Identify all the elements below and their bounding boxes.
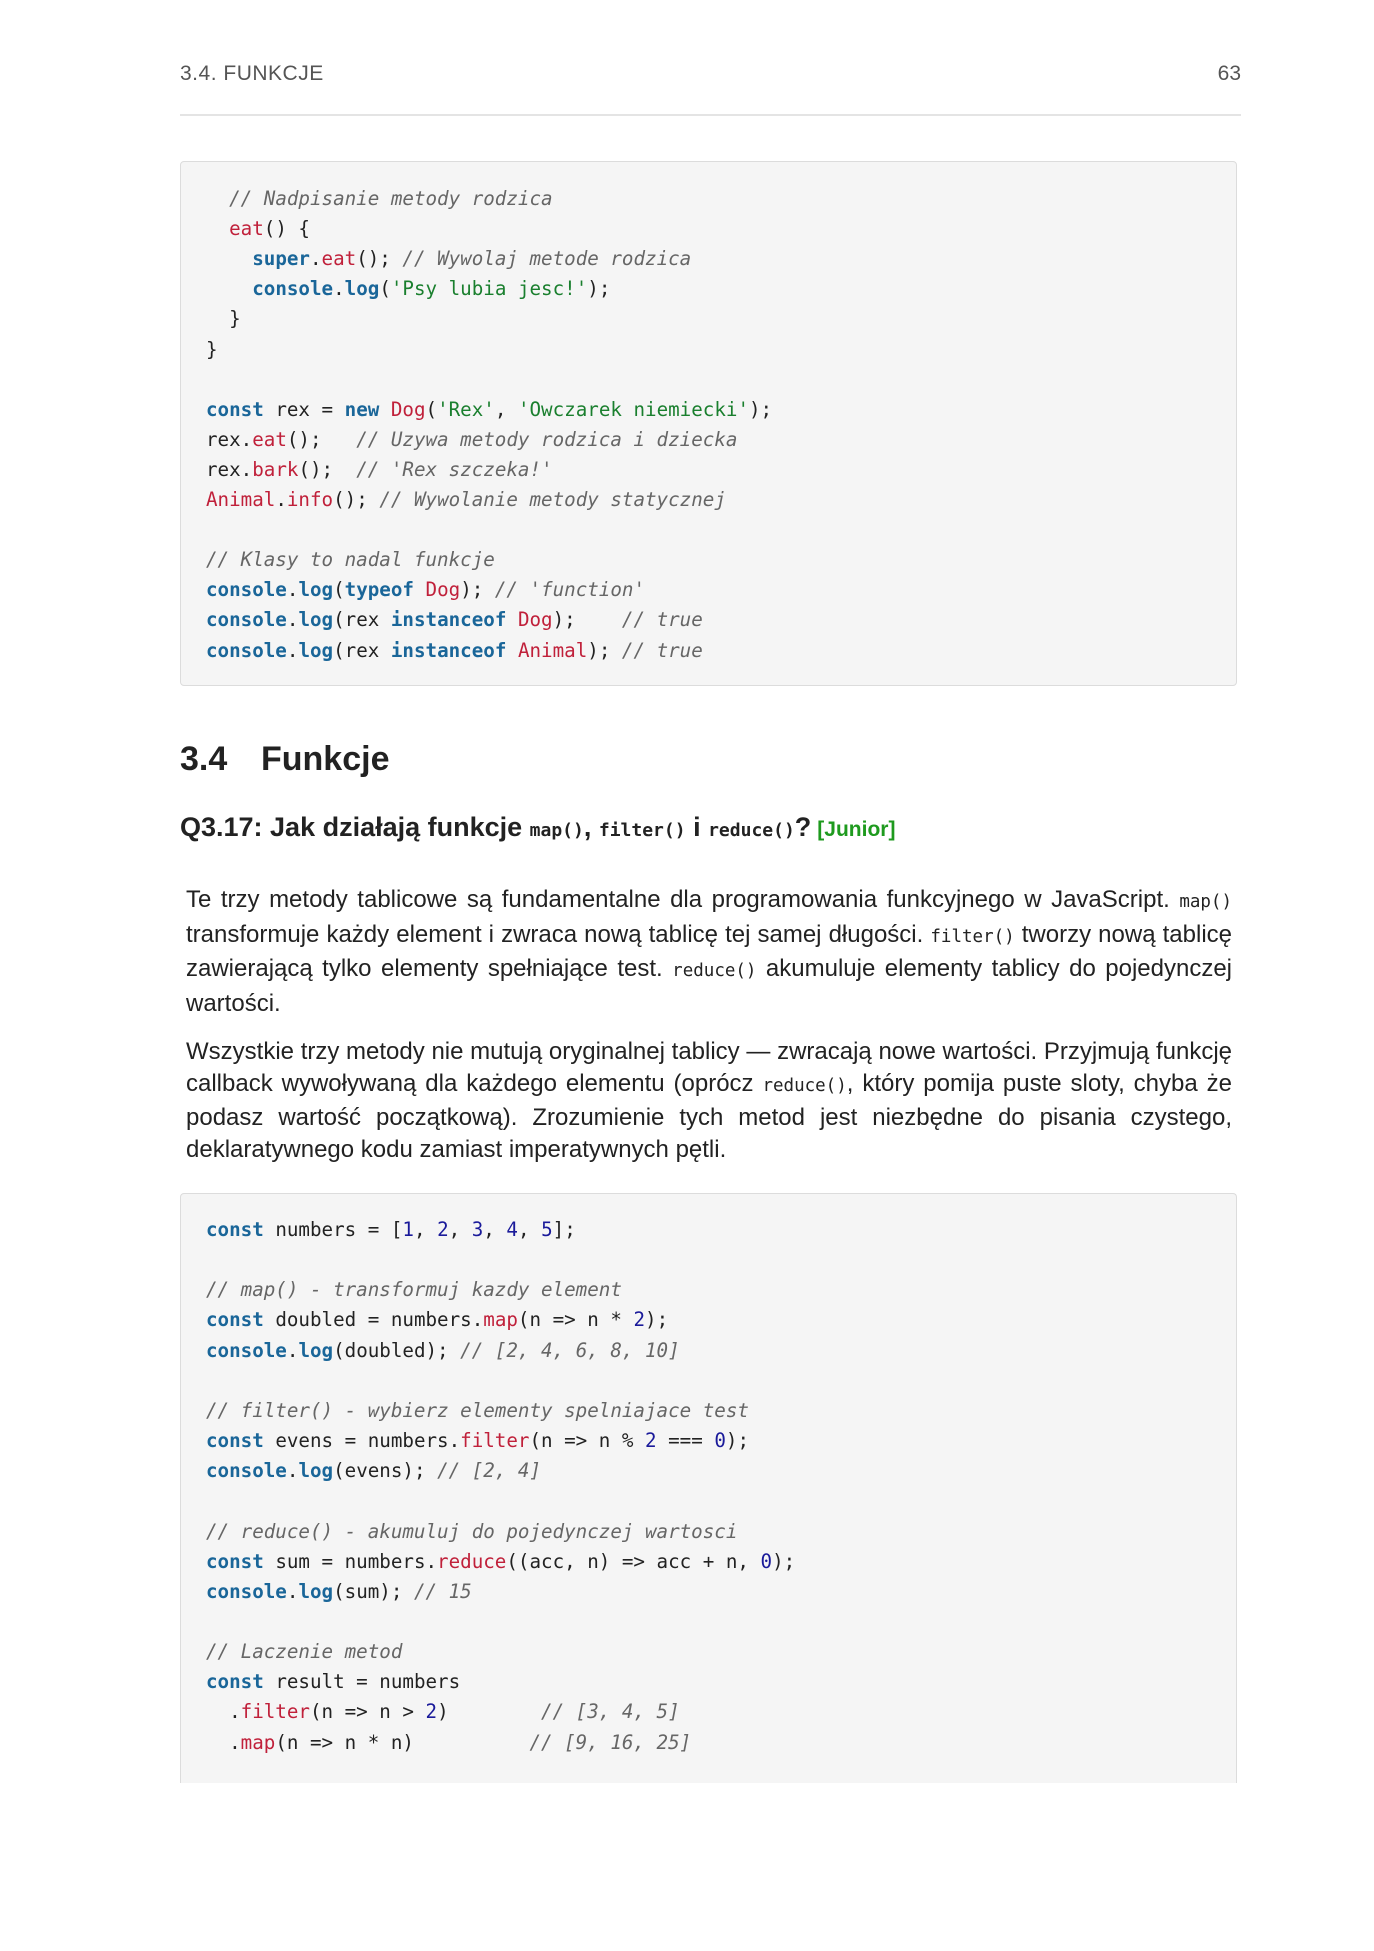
code-token xyxy=(206,217,229,240)
code-token: // filter() - wybierz elementy spelniajace test xyxy=(206,1398,749,1422)
code-token: log xyxy=(298,638,334,662)
code-token: const xyxy=(206,1549,264,1573)
code-token: Animal xyxy=(206,488,276,511)
code-token: . xyxy=(286,638,299,662)
code-token: (); xyxy=(333,488,380,511)
code-token: console xyxy=(206,608,287,632)
code-token: // Wywolanie metody statycznej xyxy=(379,488,726,511)
page-number: 63 xyxy=(1217,62,1241,85)
code-line xyxy=(206,545,495,575)
code-token: evens = numbers. xyxy=(263,1429,461,1453)
code-line xyxy=(206,184,553,214)
p2-text-1: Wszystkie trzy metody nie mutują oryginalnej tablicy — zwracają nowe wartości. Przyjmują funkcję callback wywoływaną dla każdego elementu (oprócz xyxy=(186,1038,1232,1097)
code-token: , xyxy=(494,397,518,421)
code-token: // [3, 4, 5] xyxy=(541,1700,680,1724)
code-line xyxy=(206,1426,749,1456)
running-section-title: 3.4. FUNKCJE xyxy=(180,62,324,85)
p1-code-map: map() xyxy=(1179,892,1232,912)
code-token: . xyxy=(286,1579,299,1603)
code-token: (sum); xyxy=(333,1579,414,1603)
code-token: map xyxy=(483,1308,518,1332)
code-token: (); xyxy=(286,427,357,451)
code-token: bark xyxy=(252,457,299,481)
code-line xyxy=(206,1547,795,1577)
code-token: console xyxy=(206,1579,287,1603)
question-sep-1: , xyxy=(583,812,599,842)
code-token: 1 xyxy=(402,1218,414,1241)
code-token xyxy=(206,187,229,210)
code-token: , xyxy=(448,1218,472,1241)
code-token: , xyxy=(483,1218,507,1241)
code-token: // reduce() - akumuluj do pojedynczej wartosci xyxy=(206,1519,738,1543)
p1-code-reduce: reduce() xyxy=(672,961,757,981)
code-token: . xyxy=(333,277,345,301)
code-token: const xyxy=(206,1670,264,1694)
code-token: // Nadpisanie metody rodzica xyxy=(229,187,553,210)
question-prefix: Q3.17: Jak działają funkcje xyxy=(180,812,530,842)
paragraph-details xyxy=(186,1036,1232,1165)
code-token: eat xyxy=(229,217,264,241)
code-token: 4 xyxy=(506,1218,518,1241)
code-token: . xyxy=(206,1730,241,1754)
level-badge: [Junior] xyxy=(817,818,896,841)
code-line xyxy=(206,1577,472,1607)
code-line xyxy=(206,605,703,635)
code-token: (n => n * xyxy=(517,1308,634,1332)
code-token: () { xyxy=(263,217,310,241)
p1-text-2: transformuje każdy element i zwraca nową tablicę tej samej długości. xyxy=(186,920,931,948)
code-token: . xyxy=(206,1700,241,1724)
code-token: log xyxy=(298,608,334,632)
code-token: Dog xyxy=(517,608,553,632)
code-token: . xyxy=(286,578,299,602)
code-token: === xyxy=(656,1429,715,1453)
p1-text-3: tworzy nową tablicę zawierającą tylko elementy spełniające test. xyxy=(186,920,1232,982)
code-token: Dog xyxy=(390,397,426,421)
code-line xyxy=(206,1728,691,1758)
p2-code-reduce: reduce() xyxy=(762,1075,847,1096)
code-token: result = numbers xyxy=(263,1670,461,1694)
code-token: console xyxy=(206,638,287,662)
p1-code-filter: filter() xyxy=(930,926,1015,947)
code-token: instanceof xyxy=(390,608,507,632)
code-token: ); xyxy=(749,397,773,421)
code-token: ( xyxy=(379,277,391,301)
code-line xyxy=(206,485,726,515)
code-token: ); xyxy=(772,1549,796,1573)
code-token: new xyxy=(344,397,380,421)
code-line xyxy=(206,1396,749,1426)
code-token: (rex xyxy=(333,638,391,662)
code-token: . xyxy=(286,1338,299,1362)
code-token: filter xyxy=(460,1429,530,1453)
section-number: 3.4 xyxy=(180,740,228,778)
inline-code-reduce: reduce() xyxy=(708,820,795,841)
code-token: } xyxy=(206,337,218,361)
code-line xyxy=(206,1517,737,1547)
code-token: 5 xyxy=(541,1218,553,1241)
paragraph-intro xyxy=(186,884,1232,1019)
code-token: (n => n % xyxy=(529,1429,645,1453)
code-token: Animal xyxy=(517,638,588,662)
code-token: eat xyxy=(252,427,287,451)
code-line xyxy=(206,1305,668,1335)
question-heading xyxy=(180,812,895,843)
code-token: console xyxy=(206,1338,287,1362)
code-block-class-example xyxy=(180,161,1237,686)
code-token: console xyxy=(252,277,334,301)
code-token: ); xyxy=(460,578,495,602)
code-token xyxy=(206,277,252,300)
section-title: Funkcje xyxy=(261,740,390,778)
code-token: rex. xyxy=(206,427,253,451)
code-token: (n => n * n) xyxy=(275,1730,530,1754)
code-token: ); xyxy=(645,1308,669,1332)
code-token: ); xyxy=(587,277,611,301)
code-token: // Laczenie metod xyxy=(206,1640,403,1664)
code-line xyxy=(206,335,218,365)
code-line xyxy=(206,1697,680,1727)
code-token: (evens); xyxy=(333,1459,438,1483)
code-token: console xyxy=(206,1459,287,1483)
code-token: // [2, 4] xyxy=(437,1459,542,1483)
code-token: filter xyxy=(240,1700,310,1724)
question-sep-2: i xyxy=(685,812,709,842)
code-token: 2 xyxy=(633,1308,646,1332)
code-token: instanceof xyxy=(390,638,507,662)
code-line xyxy=(206,244,691,274)
code-token: const xyxy=(206,1429,264,1453)
code-line xyxy=(206,1456,541,1486)
code-line xyxy=(206,425,737,455)
code-token: rex. xyxy=(206,457,253,481)
code-token: ( xyxy=(425,397,438,421)
code-token: 'Psy lubia jesc!' xyxy=(390,277,588,301)
code-token: // map() - transformuj kazdy element xyxy=(206,1278,622,1302)
code-token: const xyxy=(206,1218,264,1241)
inline-code-filter: filter() xyxy=(598,820,686,841)
code-token: // 'function' xyxy=(494,578,646,602)
code-token: super xyxy=(252,247,310,271)
code-token: const xyxy=(206,1308,264,1332)
code-token: // 15 xyxy=(413,1579,472,1603)
code-token: Dog xyxy=(425,578,461,602)
code-line xyxy=(206,575,645,605)
code-token: 0 xyxy=(760,1549,773,1573)
code-token: // true xyxy=(621,608,703,632)
code-block-array-methods xyxy=(180,1193,1237,1783)
code-token: console xyxy=(206,578,287,602)
code-line xyxy=(206,1336,680,1366)
code-token: (rex xyxy=(333,608,391,632)
code-token: 'Owczarek niemiecki' xyxy=(517,397,749,421)
code-token: 2 xyxy=(437,1218,449,1241)
code-line xyxy=(206,274,610,304)
code-token: ((acc, n) => acc + n, xyxy=(506,1549,761,1573)
code-token: doubled = numbers. xyxy=(263,1308,484,1332)
code-line xyxy=(206,304,241,334)
code-token: 3 xyxy=(471,1218,484,1241)
code-line xyxy=(206,1667,460,1697)
code-token: (); xyxy=(356,247,403,271)
code-token: log xyxy=(298,1459,334,1483)
code-line xyxy=(206,1215,576,1245)
code-token: // [2, 4, 6, 8, 10] xyxy=(460,1338,680,1362)
code-token: const xyxy=(206,397,264,421)
code-token: ) xyxy=(437,1700,542,1724)
page-header xyxy=(180,58,1241,116)
code-token: eat xyxy=(321,247,357,271)
code-token: // Wywolaj metode rodzica xyxy=(402,247,692,271)
code-token: map xyxy=(240,1730,276,1754)
code-token: ); xyxy=(552,608,622,632)
code-token: log xyxy=(298,578,334,602)
code-line xyxy=(206,1275,622,1305)
code-token: // Uzywa metody rodzica i dziecka xyxy=(356,427,738,451)
code-token: reduce xyxy=(437,1549,507,1573)
code-token: 2 xyxy=(645,1429,657,1453)
code-token: // 'Rex szczeka!' xyxy=(356,457,553,481)
code-token xyxy=(414,578,426,601)
code-token: 0 xyxy=(714,1429,726,1453)
code-line xyxy=(206,395,772,425)
code-line xyxy=(206,214,310,244)
code-token: ]; xyxy=(552,1218,576,1241)
code-token: ); xyxy=(587,638,622,662)
question-suffix: ? xyxy=(794,812,812,842)
code-token: log xyxy=(298,1579,334,1603)
inline-code-map: map() xyxy=(529,820,584,841)
code-line xyxy=(206,455,553,485)
code-token: } xyxy=(206,307,241,331)
code-token: . xyxy=(309,247,322,271)
code-token: . xyxy=(286,1459,299,1483)
code-token: 'Rex' xyxy=(437,397,495,421)
code-token: (doubled); xyxy=(333,1338,461,1362)
code-token: (); xyxy=(298,457,357,481)
code-token xyxy=(206,247,252,270)
code-line xyxy=(206,1637,402,1667)
code-line xyxy=(206,636,703,666)
code-token: . xyxy=(275,488,287,511)
code-token: , xyxy=(413,1218,438,1241)
code-token xyxy=(379,398,391,421)
code-token: ( xyxy=(333,578,345,602)
code-token: numbers = [ xyxy=(263,1218,403,1241)
section-heading xyxy=(180,740,389,779)
code-token: // true xyxy=(621,638,703,662)
code-token: typeof xyxy=(344,578,414,602)
code-token: log xyxy=(298,1338,334,1362)
code-token xyxy=(506,608,518,631)
p1-text-4: akumuluje elementy tablicy do pojedynczej wartości. xyxy=(186,955,1232,1017)
code-token: ); xyxy=(725,1429,749,1453)
code-token: log xyxy=(344,277,380,301)
code-token xyxy=(506,639,518,662)
code-token: . xyxy=(286,608,299,632)
code-token: rex = xyxy=(263,397,345,421)
code-token: // [9, 16, 25] xyxy=(529,1730,692,1754)
code-token: (n => n > xyxy=(309,1700,426,1724)
p2-text-2: , który pomija puste sloty, chyba że podasz wartość początkową). Zrozumienie tych metod jest niezbędne do pisania czystego, deklaratywnego kodu zamiast imperatywnych pętli. xyxy=(186,1069,1232,1163)
code-token: 2 xyxy=(425,1700,438,1724)
p1-text-1: Te trzy metody tablicowe są fundamentalne dla programowania funkcyjnego w JavaScript. xyxy=(186,886,1180,913)
code-token: sum = numbers. xyxy=(263,1549,438,1573)
code-token: , xyxy=(517,1218,542,1241)
code-token: // Klasy to nadal funkcje xyxy=(206,548,495,572)
code-token: info xyxy=(286,488,334,511)
